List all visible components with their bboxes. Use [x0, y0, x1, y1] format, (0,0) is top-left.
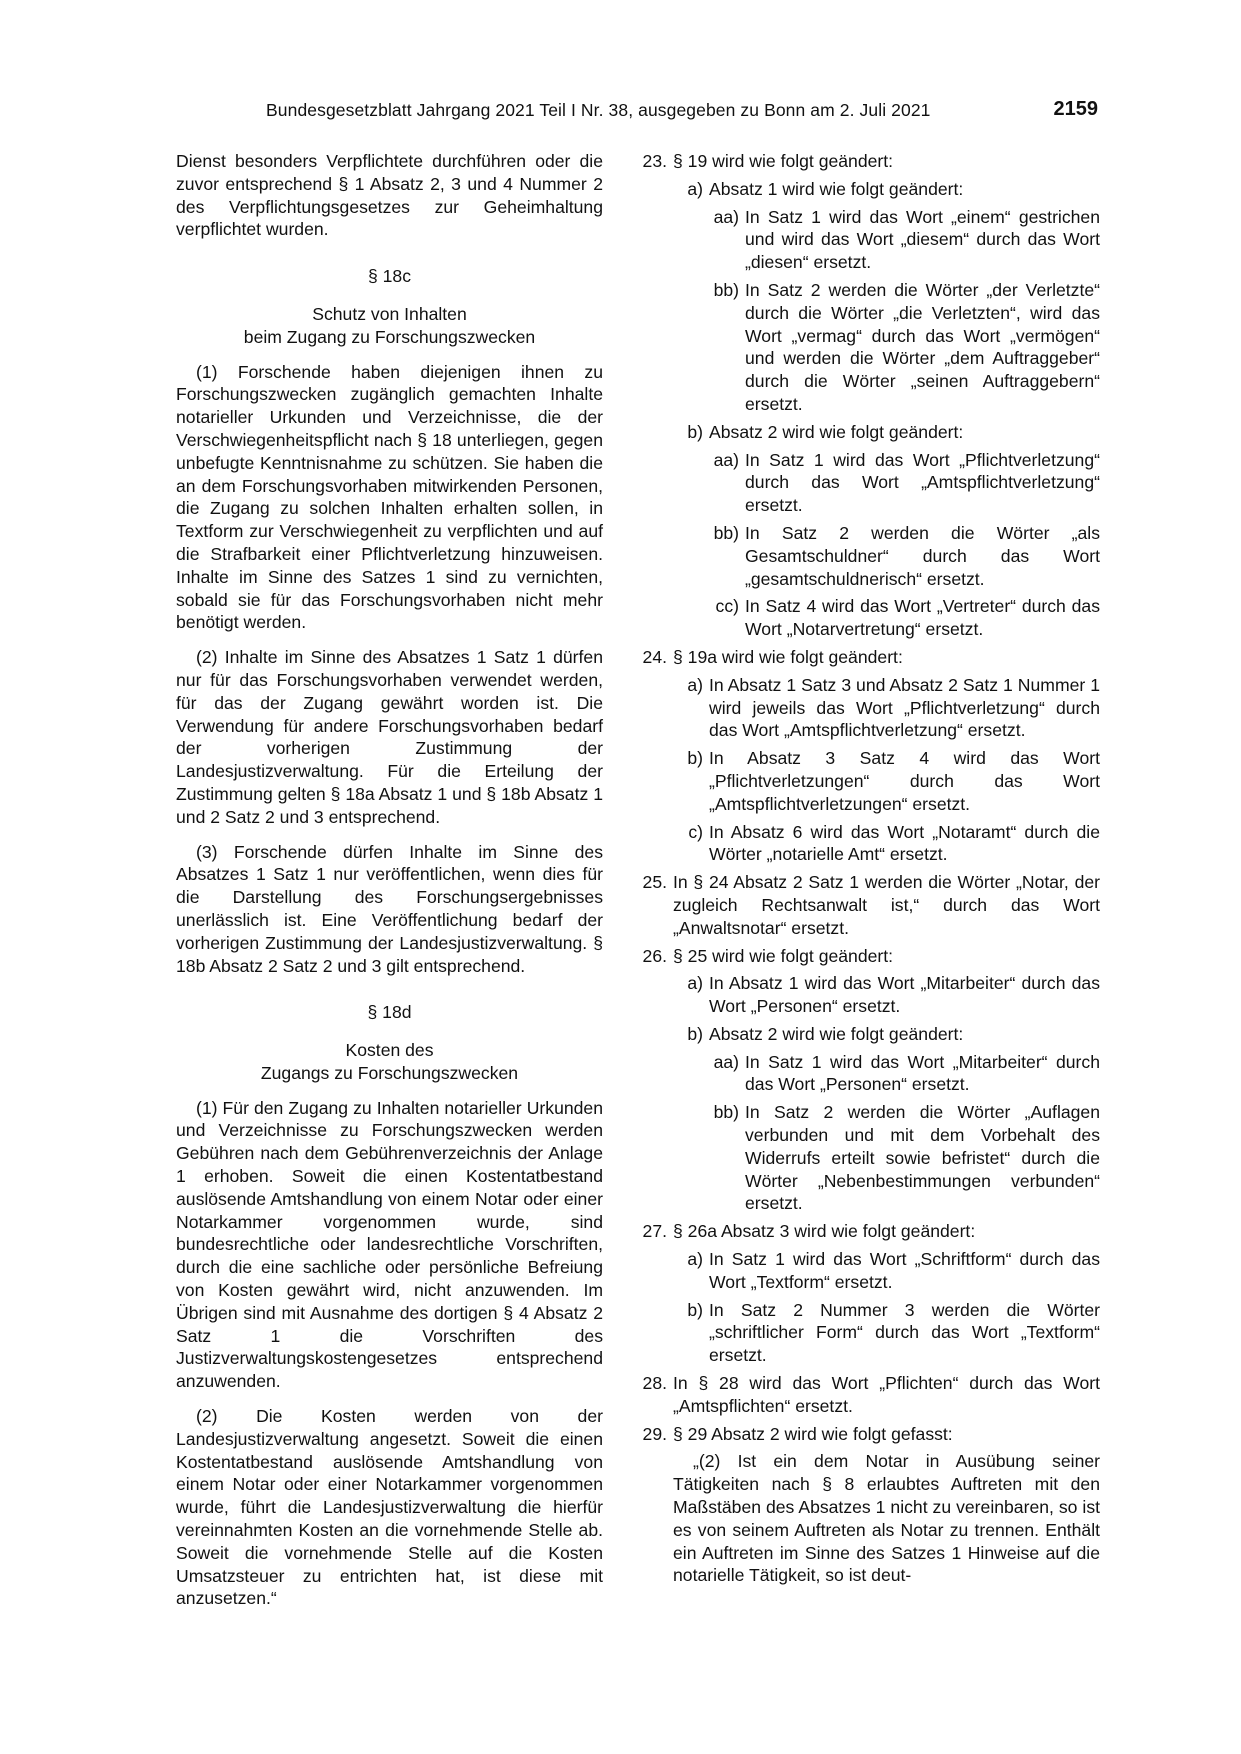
item-label: cc) [715, 596, 739, 617]
section-number: § 18c [367, 266, 412, 287]
item-label: 25. [642, 872, 667, 893]
amendment-subitem [640, 421, 1100, 444]
item-label: aa) [713, 1051, 739, 1072]
amendment-subitem [640, 1023, 1100, 1046]
item-text: In Satz 2 werden die Wörter „Auflagen verbunden und mit dem Vorbehalt des Widerrufs erteilt sowie befristet“ durch die Wörter „Nebenbestimmungen verbunden“ ersetzt. [745, 1102, 1100, 1214]
item-text: Absatz 1 wird wie folgt geändert: [709, 178, 964, 199]
section-title-line: Kosten des [345, 1040, 434, 1061]
amendment-subitem [640, 972, 1100, 1018]
item-label: 26. [642, 945, 667, 966]
item-label: a) [687, 973, 703, 994]
left-column [176, 150, 603, 1622]
section-title-line: Zugangs zu Forschungszwecken [260, 1062, 519, 1083]
item-text: Absatz 2 wird wie folgt geändert: [709, 1023, 964, 1044]
item-text: In § 28 wird das Wort „Pflichten“ durch das Wort „Amtspflichten“ ersetzt. [673, 1373, 1100, 1416]
item-text: In Absatz 1 wird das Wort „Mitarbeiter“ durch das Wort „Personen“ ersetzt. [709, 973, 1100, 1017]
item-label: a) [687, 178, 703, 199]
item-label: 27. [642, 1221, 667, 1242]
item-text: § 26a Absatz 3 wird wie folgt geändert: [673, 1221, 976, 1242]
amendment-subsubitem [640, 1101, 1100, 1215]
amendment-item [640, 945, 1100, 968]
item-text: In Satz 2 werden die Wörter „der Verletzte“ durch die Wörter „die Verletzten“, wird das Wort „vermag“ durch das Wort „vermögen“ und werden die Wörter „dem Auftraggeber“ durch die Wörter „seinen Auftraggebern“ ersetzt. [745, 279, 1100, 414]
amendment-subsubitem [640, 449, 1100, 517]
amendment-subitem [640, 178, 1100, 201]
intro-paragraph: Dienst besonders Verpflichtete durchführen oder die zuvor entsprechend § 1 Absatz 2, 3 und 4 Nummer 2 des Verpflichtungsgesetzes zur Geheimhaltung verpflichtet wurden. [176, 151, 603, 240]
item-text: In Satz 1 wird das Wort „Mitarbeiter“ durch das Wort „Personen“ ersetzt. [745, 1051, 1100, 1095]
paragraph: (1) Für den Zugang zu Inhalten notarieller Urkunden und Verzeichnisse zu Forschungszwecken werden Gebühren nach dem Gebührenverzeichnis der Anlage 1 erhoben. Soweit die einen Kostentatbestand auslösende Amtshandlung von einem Notar oder einer Notarkammer vorgenommen wurde, sind bundesrechtliche oder landesrechtliche Vorschriften, durch die eine sachliche oder persönliche Befreiung von Kosten gewährt wird, nicht anzuwenden. Im Übrigen sind mit Ausnahme des dortigen § 4 Absatz 2 Satz 1 die Vorschriften des Justizverwaltungskostengesetzes entsprechend anzuwenden. [176, 1097, 603, 1392]
amendment-subitem [640, 747, 1100, 815]
item-text: In Satz 2 Nummer 3 werden die Wörter „schriftlicher Form“ durch das Wort „Textform“ ersetzt. [709, 1299, 1100, 1366]
item-label: b) [687, 748, 703, 769]
item-label: 23. [642, 151, 667, 171]
page-header [176, 100, 1098, 126]
item-text: In Satz 4 wird das Wort „Vertreter“ durch das Wort „Notarvertretung“ ersetzt. [745, 596, 1100, 640]
item-text: In § 24 Absatz 2 Satz 1 werden die Wörter „Notar, der zugleich Rechtsanwalt ist,“ durch das Wort „Anwaltsnotar“ ersetzt. [673, 872, 1100, 938]
right-column [640, 150, 1100, 1587]
amendment-item [640, 1372, 1100, 1418]
amendment-item [640, 150, 1100, 173]
item-text: In Satz 1 wird das Wort „einem“ gestrichen und wird das Wort „diesem“ durch das Wort „diesen“ ersetzt. [745, 206, 1100, 273]
amendment-item [640, 1220, 1100, 1243]
item-label: aa) [713, 206, 739, 227]
item-text: Absatz 2 wird wie folgt geändert: [709, 421, 964, 442]
section-18c [176, 265, 603, 977]
item-text: In Absatz 3 Satz 4 wird das Wort „Pflichtverletzungen“ durch das Wort „Amtspflichtverletzungen“ ersetzt. [709, 748, 1100, 814]
section-18d [176, 1001, 603, 1610]
amendment-subsubitem [640, 206, 1100, 274]
amendment-item [640, 871, 1100, 939]
item-label: bb) [713, 522, 739, 543]
item-text: § 19a wird wie folgt geändert: [673, 646, 903, 667]
paragraph: (1) Forschende haben diejenigen ihnen zu Forschungszwecken zugänglich gemachten Inhalte notarieller Urkunden und Verzeichnisse, die der Verschwiegenheitspflicht nach § 18 unterliegen, gegen unbefugte Kenntnisnahme zu schützen. Sie haben die an dem Forschungsvorhaben mitwirkenden Personen, die Zugang zu solchen Inhalten erhalten sollen, in Textform zur Verschwiegenheit zu verpflichten und auf die Strafbarkeit einer Pflichtverletzung hinzuweisen. Inhalte im Sinne des Satzes 1 sind zu vernichten, sobald sie für das Forschungsvorhaben nicht mehr benötigt werden. [176, 361, 603, 633]
amendment-item [640, 646, 1100, 669]
amendment-item [640, 1423, 1100, 1446]
item-label: b) [687, 421, 703, 442]
item-label: bb) [713, 1102, 739, 1123]
page-number: 2159 [1053, 98, 1098, 120]
item-label: 28. [642, 1373, 667, 1394]
quoted-provision: „(2) Ist ein dem Notar in Ausübung seiner Tätigkeiten nach § 8 erlaubtes Auftreten mit den Maßstäben des Absatzes 1 nicht zu vereinbaren, so ist es von seinem Auftreten als Notar zu trennen. Enthält ein Auftreten im Sinne des Satzes 1 Hinweise auf die notarielle Tätigkeit, so ist deut- [673, 1451, 1100, 1586]
item-label: a) [687, 674, 703, 695]
paragraph: (3) Forschende dürfen Inhalte im Sinne des Absatzes 1 Satz 1 nur veröffentlichen, wenn dies für die Darstellung des Forschungsergebnisses unerlässlich ist. Eine Veröffentlichung bedarf der vorherigen Zustimmung der Landesjustizverwaltung. § 18b Absatz 2 Satz 2 und 3 gilt entsprechend. [176, 841, 603, 976]
item-text: In Satz 1 wird das Wort „Schriftform“ durch das Wort „Textform“ ersetzt. [709, 1249, 1100, 1292]
section-title-line: beim Zugang zu Forschungszwecken [243, 326, 536, 347]
item-label: b) [687, 1299, 703, 1320]
paragraph: (2) Die Kosten werden von der Landesjustizverwaltung angesetzt. Soweit die einen Kostentatbestand auslösende Amtshandlung von einem Notar oder einer Notarkammer vorgenommen wurde, führt die Landesjustizverwaltung die hierfür vereinnahmten Kosten an die vornehmende Stelle ab. Soweit die vornehmende Stelle auf die Kosten Umsatzsteuer zu entrichten hat, ist diese mit anzusetzen.“ [176, 1406, 603, 1609]
item-text: § 19 wird wie folgt geändert: [673, 151, 894, 171]
item-text: § 29 Absatz 2 wird wie folgt gefasst: [673, 1423, 953, 1444]
item-text: In Absatz 1 Satz 3 und Absatz 2 Satz 1 Nummer 1 wird jeweils das Wort „Pflichtverletzung“ durch das Wort „Amtspflichtverletzung“ ersetzt. [709, 674, 1100, 741]
amendment-subitem [640, 821, 1100, 867]
item-label: bb) [713, 279, 739, 300]
item-text: In Satz 1 wird das Wort „Pflichtverletzung“ durch das Wort „Amtspflichtverletzung“ ersetzt. [745, 449, 1100, 516]
section-title-line: Schutz von Inhalten [312, 303, 467, 324]
section-number: § 18d [367, 1002, 412, 1023]
amendment-subsubitem [640, 595, 1100, 641]
item-label: aa) [713, 449, 739, 470]
item-label: b) [687, 1023, 703, 1044]
item-text: In Satz 2 werden die Wörter „als Gesamtschuldner“ durch das Wort „gesamtschuldnerisch“ ersetzt. [745, 522, 1100, 589]
amendment-subsubitem [640, 279, 1100, 416]
item-text: § 25 wird wie folgt geändert: [673, 945, 894, 966]
item-label: 24. [642, 646, 667, 667]
paragraph: (2) Inhalte im Sinne des Absatzes 1 Satz 1 dürfen nur für das Forschungsvorhaben verwendet werden, für das der Zugang gewährt worden ist. Die Verwendung für andere Forschungsvorhaben bedarf der vorherigen Zustimmung der Landesjustizverwaltung. Für die Erteilung der Zustimmung gelten § 18a Absatz 1 und § 18b Absatz 1 und 2 Satz 2 und 3 entsprechend. [176, 647, 603, 827]
running-title: Bundesgesetzblatt Jahrgang 2021 Teil I Nr. 38, ausgegeben zu Bonn am 2. Juli 2021 [266, 100, 931, 120]
amendment-subitem [640, 1248, 1100, 1294]
item-label: 29. [642, 1423, 667, 1444]
item-label: c) [688, 821, 703, 842]
item-label: a) [687, 1249, 703, 1270]
amendment-subitem [640, 674, 1100, 742]
item-text: In Absatz 6 wird das Wort „Notaramt“ durch die Wörter „notarielle Amt“ ersetzt. [709, 821, 1100, 865]
amendment-subsubitem [640, 522, 1100, 590]
amendment-subitem [640, 1299, 1100, 1367]
amendment-subsubitem [640, 1051, 1100, 1097]
